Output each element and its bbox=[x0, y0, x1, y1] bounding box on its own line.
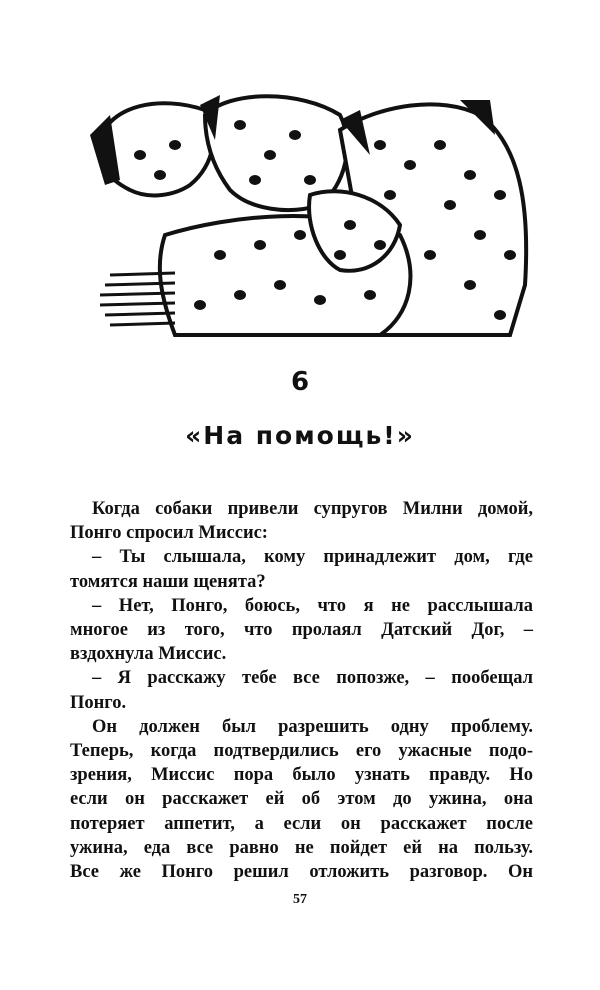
spot bbox=[274, 280, 286, 290]
text-line: – Я расскажу тебе все попозже, – пообещал bbox=[92, 668, 533, 689]
text-line: Все же Понго решил отложить разговор. Он bbox=[70, 862, 533, 883]
text-line: Он должен был разрешить одну проблему. bbox=[92, 716, 533, 737]
spot bbox=[214, 250, 226, 260]
spot bbox=[254, 240, 266, 250]
spot bbox=[464, 170, 476, 180]
spot bbox=[234, 120, 246, 130]
spot bbox=[404, 160, 416, 170]
spot bbox=[194, 300, 206, 310]
text-line: Когда собаки привели супругов Милни домой, bbox=[92, 499, 533, 519]
spot bbox=[134, 150, 146, 160]
spot bbox=[249, 175, 261, 185]
spot bbox=[169, 140, 181, 150]
text-line: ужина, еда все равно не пойдет ей на пользу. bbox=[70, 837, 533, 858]
chapter-title: «На помощь!» bbox=[185, 421, 415, 450]
dalmatians-illustration bbox=[80, 85, 535, 350]
text-line: – Нет, Понго, боюсь, что я не расслышала bbox=[92, 595, 533, 616]
spot bbox=[374, 140, 386, 150]
spot bbox=[294, 230, 306, 240]
spot bbox=[494, 190, 506, 200]
text-line: Понго спросил Миссис: bbox=[70, 523, 268, 544]
text-line: томятся наши щенята? bbox=[70, 571, 266, 592]
spot bbox=[344, 220, 356, 230]
spot bbox=[504, 250, 516, 260]
spot bbox=[289, 130, 301, 140]
text-line: зрения, Миссис пора было узнать правду. Но bbox=[70, 765, 533, 786]
spot bbox=[444, 200, 456, 210]
spot bbox=[314, 295, 326, 305]
text-line: – Ты слышала, кому принадлежит дом, где bbox=[92, 547, 533, 568]
spot bbox=[304, 175, 316, 185]
spot bbox=[464, 280, 476, 290]
body-text bbox=[70, 497, 533, 884]
text-line: Понго. bbox=[70, 692, 127, 713]
text-line: потеряет аппетит, а если он расскажет после bbox=[70, 813, 533, 834]
spot bbox=[334, 250, 346, 260]
spot bbox=[424, 250, 436, 260]
text-line: Теперь, когда подтвердились его ужасные подо- bbox=[70, 741, 533, 762]
text-line: вздохнула Миссис. bbox=[70, 644, 227, 665]
spot bbox=[364, 290, 376, 300]
spot bbox=[384, 190, 396, 200]
spot bbox=[474, 230, 486, 240]
spot bbox=[264, 150, 276, 160]
text-line: многое из того, что пролаял Датский Дог, – bbox=[70, 620, 533, 641]
spot bbox=[374, 240, 386, 250]
chapter-number: 6 bbox=[290, 367, 310, 397]
text-line: если он расскажет ей об этом до ужина, она bbox=[70, 789, 533, 810]
spot bbox=[234, 290, 246, 300]
spot bbox=[154, 170, 166, 180]
spot bbox=[494, 310, 506, 320]
page-number: 57 bbox=[293, 892, 307, 907]
spot bbox=[434, 140, 446, 150]
